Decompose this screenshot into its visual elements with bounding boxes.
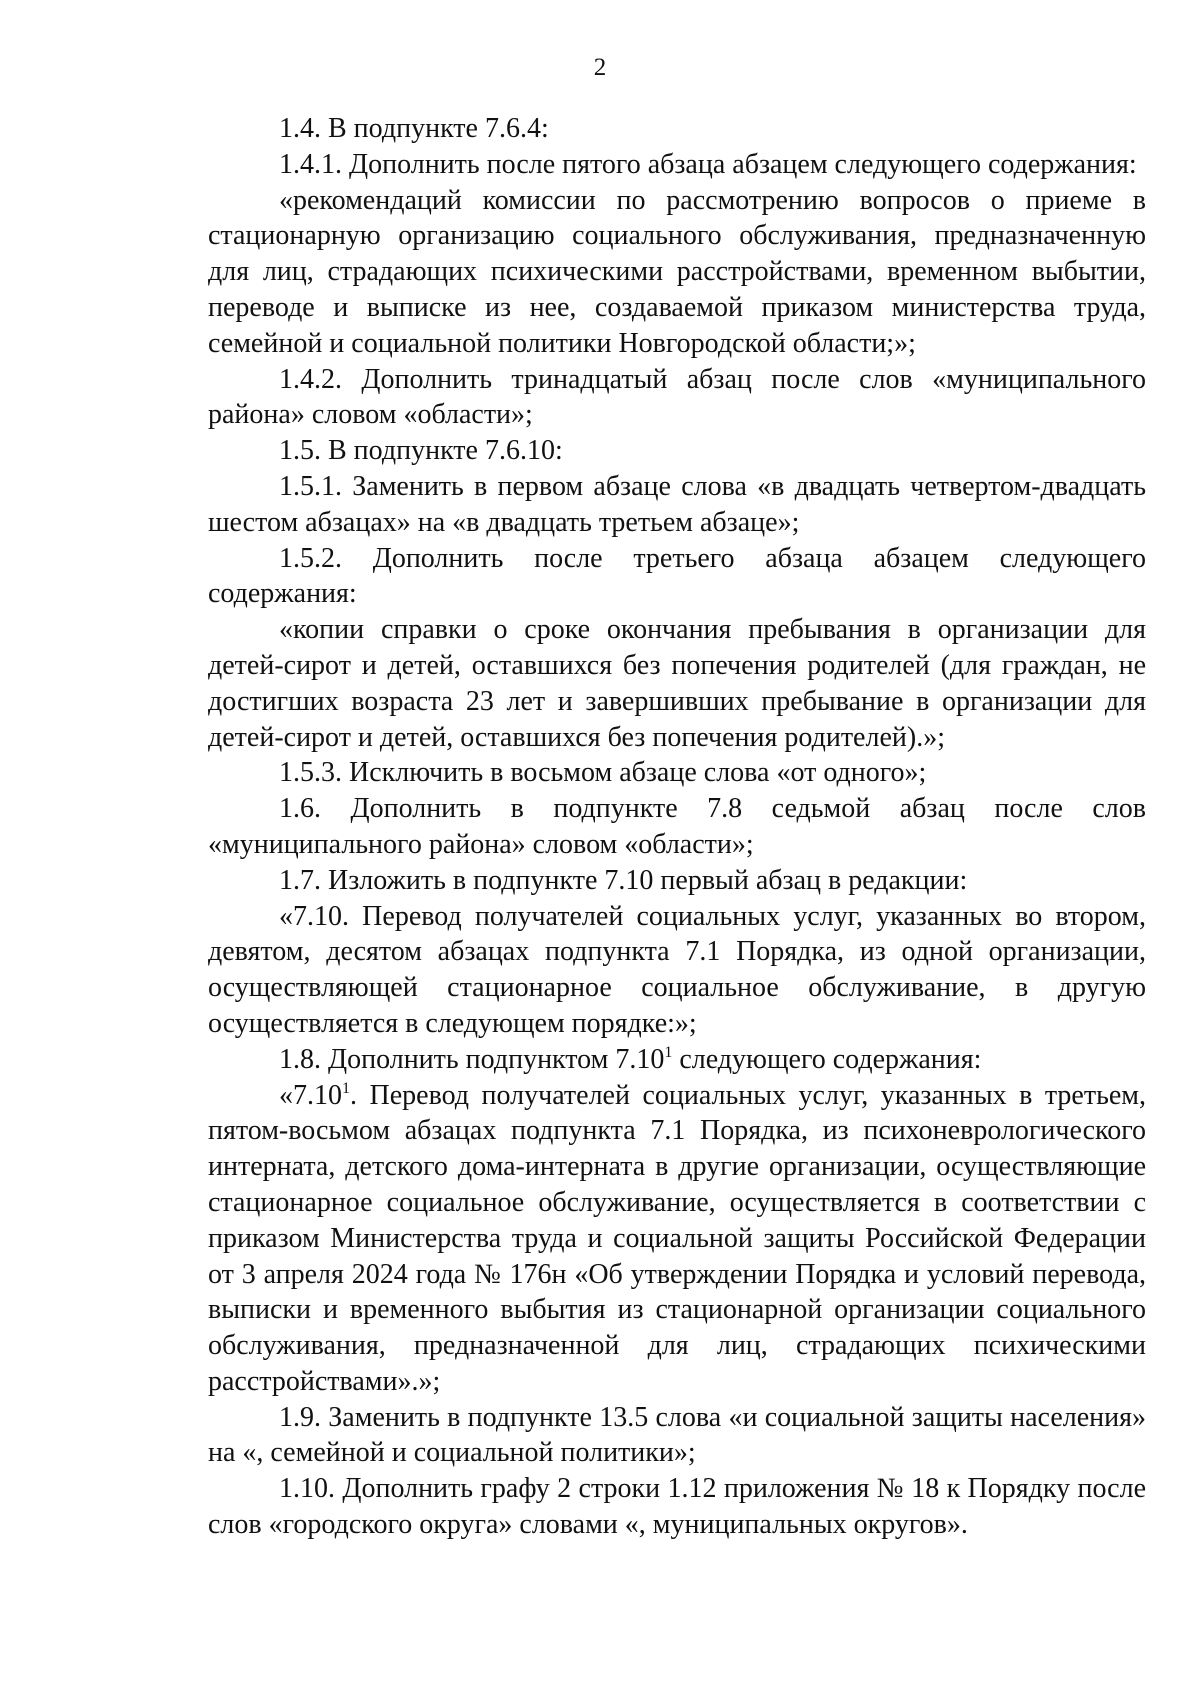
paragraph-1-4-2: 1.4.2. Дополнить тринадцатый абзац после слов «муниципального района» словом «области»;: [208, 363, 1146, 431]
quoted-paragraph-7-10-1-end: . Перевод получателей социальных услуг, указанных в третьем, пятом-восьмом абзацах подпункта 7.1 Порядка, из психоневрологического интерната, детского дома-интерната в другие организации, осуществляющие стационарное социальное обслуживание, осуществляется в соответствии с приказом Министерства труда и социальной защиты Российской Федерации от 3 апреля 2024 года № 176н «Об утверждении Порядка и условий перевода, выписки и временного выбытия из стационарной организации социального обслуживания, предназначенной для лиц, страдающих психическими расстройствами».»;: [208, 1079, 1146, 1397]
paragraph-1-5-2: 1.5.2. Дополнить после третьего абзаца абзацем следующего содержания:: [208, 542, 1146, 610]
paragraph-1-9: 1.9. Заменить в подпункте 13.5 слова «и социальной защиты населения» на «, семейной и социальной политики»;: [208, 1401, 1146, 1469]
quoted-paragraph-certificate: «копии справки о сроке окончания пребывания в организации для детей-сирот и детей, оставшихся без попечения родителей (для граждан, не достигших возраста 23 лет и завершивших пребывание в организации для детей-сирот и детей, оставшихся без попечения родителей).»;: [208, 614, 1146, 753]
superscript-marker: 1: [342, 1079, 350, 1097]
page-number: 2: [593, 54, 607, 81]
quoted-paragraph-7-10-1-start: «7.10: [279, 1079, 342, 1111]
paragraph-1-8-text-start: 1.8. Дополнить подпунктом 7.10: [279, 1043, 665, 1075]
paragraph-1-4-1: 1.4.1. Дополнить после пятого абзаца абзацем следующего содержания:: [279, 148, 1137, 180]
paragraph-1-7: 1.7. Изложить в подпункте 7.10 первый абзац в редакции:: [279, 864, 968, 896]
paragraph-1-4: 1.4. В подпункте 7.6.4:: [279, 113, 549, 144]
paragraph-1-5: 1.5. В подпункте 7.6.10:: [279, 435, 563, 467]
superscript-marker: 1: [664, 1043, 673, 1061]
quoted-paragraph-7-10-1: [208, 1078, 1146, 1400]
paragraph-1-5-1: 1.5.1. Заменить в первом абзаце слова «в двадцать четвертом-двадцать шестом абзацах» на «в двадцать третьем абзаце»;: [208, 470, 1146, 538]
paragraph-1-10: 1.10. Дополнить графу 2 строки 1.12 приложения № 18 к Порядку после слов «городского округа» словами «, муниципальных округов».: [208, 1473, 1146, 1541]
document-body: [208, 111, 1146, 1543]
paragraph-1-8-text-end: следующего содержания:: [672, 1043, 982, 1075]
quoted-paragraph-recommendations: «рекомендаций комиссии по рассмотрению вопросов о приеме в стационарную организацию социального обслуживания, предназначенную для лиц, страдающих психическими расстройствами, временном выбытии, переводе и выписке из нее, создаваемой приказом министерства труда, семейной и социальной политики Новгородской области;»;: [208, 184, 1146, 359]
paragraph-1-5-3: 1.5.3. Исключить в восьмом абзаце слова «от одного»;: [279, 757, 927, 789]
paragraph-1-6: 1.6. Дополнить в подпункте 7.8 седьмой абзац после слов «муниципального района» словом «области»;: [208, 793, 1146, 860]
paragraph-1-8: [208, 1042, 1146, 1078]
quoted-paragraph-7-10: «7.10. Перевод получателей социальных услуг, указанных во втором, девятом, десятом абзацах подпункта 7.1 Порядка, из одной организации, осуществляющей стационарное социальное обслуживание, в другую осуществляется в следующем порядке:»;: [208, 900, 1146, 1039]
